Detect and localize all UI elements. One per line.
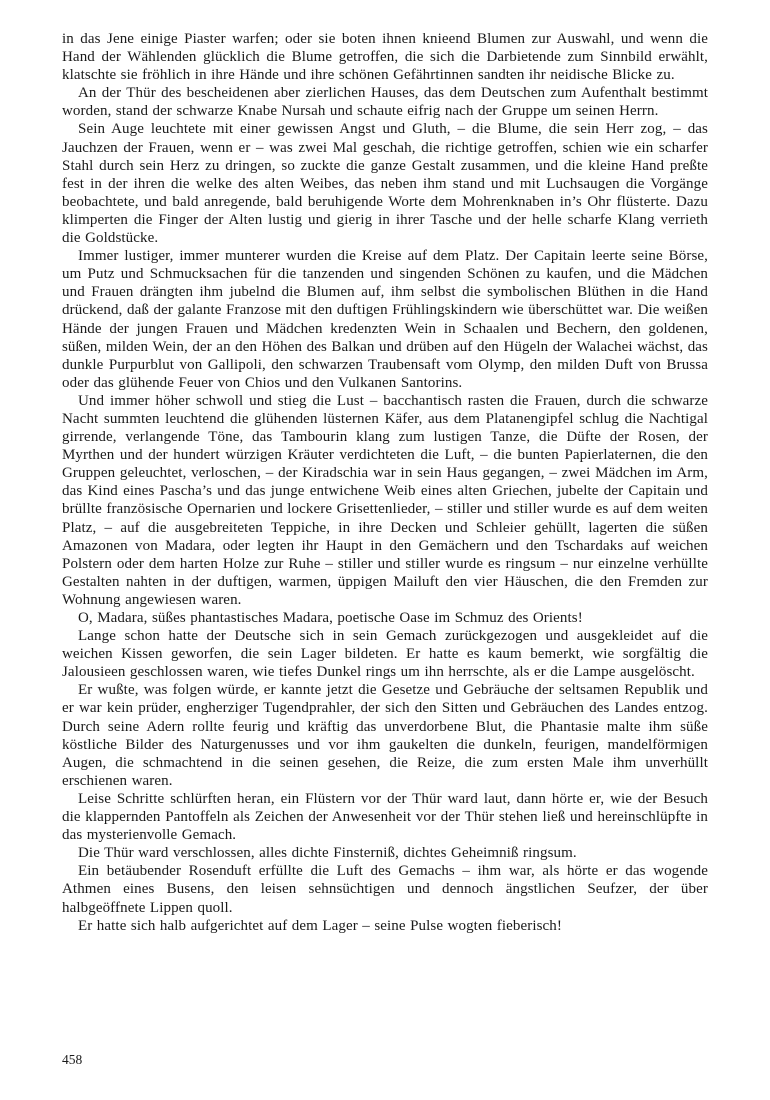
paragraph: Ein betäubender Rosenduft erfüllte die Luft des Gemachs – ihm war, als hörte er das wogende Athmen eines Busens, den leisen sehnsüchtigen und dennoch ängstlichen Seufzer, der über halbgeöffnete Lippen quoll.	[62, 863, 708, 916]
paragraph: Er wußte, was folgen würde, er kannte jetzt die Gesetze und Gebräuche der seltsamen Republik und er war kein prüder, engherziger Tugendprahler, der sich den Sitten und Gebräuchen des Landes entzog. Durch seine Adern rollte feurig und kräftig das unverdorbene Blut, die Phantasie malte ihm süße köstliche Bilder des Naturgenusses und vor ihm gaukelten die dunkeln, feurigen, mandelförmigen Augen, die schmachtend in die seinen gesehen, die Reize, die zum ersten Male ihm unverhüllt erschienen waren.	[62, 682, 708, 789]
paragraph: Er hatte sich halb aufgerichtet auf dem Lager – seine Pulse wogten fieberisch!	[78, 917, 562, 934]
page-number: 458	[62, 1052, 83, 1067]
paragraph: Leise Schritte schlürften heran, ein Flüstern vor der Thür ward laut, dann hörte er, wie der Besuch die klappernden Pantoffeln als Zeichen der Anwesenheit vor der Thür stehen ließ und hereinschlüpfte in das mysterienvolle Gemach.	[62, 790, 708, 844]
paragraph: Lange schon hatte der Deutsche sich in sein Gemach zurückgezogen und ausgekleidet auf die weichen Kissen geworfen, die sein Lager bildeten. Er hatte es kaum bemerkt, wie sorgfältig die Jalousieen geschlossen waren, wie tiefes Dunkel rings um ihn herrschte, als er die Lampe ausgelöscht.	[62, 628, 708, 681]
paragraph: Und immer höher schwoll und stieg die Lust – bacchantisch rasten die Frauen, durch die schwarze Nacht summten leuchtend die glühenden lüsternen Käfer, aus dem Platanengipfel schlug die Nachtigal girrende, verlangende Töne, das Tambourin klang zum lustigen Tanze, die Düfte der Rosen, der Myrthen und der hundert würzigen Kräuter verdichteten die Luft, – die bunten Papierlaternen, die den Gruppen geleuchtet, verloschen, – der Kiradschia war in sein Haus gegangen, – zwei Mädchen im Arm, das Kind eines Pascha’s und das junge entwichene Weib eines alten Griechen, jubelte der Capitain und brüllte französische Opernarien und lockere Grisettenlieder, – stiller und stiller wurde es auf dem weiten Platz, – auf die ausgebreiteten Teppiche, in ihre Decken und Schleier gehüllt, lagerten die süßen Amazonen von Madara, oder legten ihr Haupt in den Gemächern und den Tschardaks auf weichen Polstern oder dem harten Holze zur Ruhe – stiller und stiller wurde es ringsum – nur einzelne verhüllte Gestalten nahten in der duftigen, warmen, üppigen Mailuft den vier Häuschen, die den Fremden zur Wohnung angewiesen waren.	[62, 392, 708, 608]
paragraph: An der Thür des bescheidenen aber zierlichen Hauses, das dem Deutschen zum Aufenthalt bestimmt worden, stand der schwarze Knabe Nursah und schaute eifrig nach der Gruppe um seinen Herrn.	[62, 85, 708, 120]
paragraph: in das Jene einige Piaster warfen; oder sie boten ihnen knieend Blumen zur Auswahl, und wenn die Hand der Wählenden glücklich die Blume getroffen, die sich die Darbietende zum Sinnbild erwählt, klatschte sie fröhlich in ihre Hände und ihre schönen Gefährtinnen sandten ihr neidische Blicke zu.	[62, 31, 708, 84]
paragraph: Immer lustiger, immer munterer wurden die Kreise auf dem Platz. Der Capitain leerte seine Börse, um Putz und Schmucksachen für die tanzenden und singenden Schönen zu kaufen, und die Mädchen und Frauen drängten ihm jubelnd die Blumen auf, ihm selbst die symbolischen Blüthen in die Hand drückend, daß der galante Franzose mit den duftigen Frühlingskindern wie überschüttet war. Die weißen Hände der jungen Frauen und Mädchen kredenzten Wein in Schaalen und Bechern, den goldenen, süßen, milden Wein, der an den Höhen des Balkan und drüben auf den Hügeln der Walachei wächst, das dunkle Purpurblut von Gallipoli, den schwarzen Traubensaft vom Olymp, den milden Duft von Brussa oder das glühende Feuer von Chios und den Vulkanen Santorins.	[62, 248, 708, 391]
paragraph: Die Thür ward verschlossen, alles dichte Finsterniß, dichtes Geheimniß ringsum.	[78, 845, 577, 862]
paragraph: Sein Auge leuchtete mit einer gewissen Angst und Gluth, – die Blume, die sein Herr zog, – das Jauchzen der Frauen, wenn er – was zwei Mal geschah, die richtige getroffen, schien wie ein scharfer Stahl durch sein Herz zu dringen, so zuckte die ganze Gestalt zusammen, und die kleine Hand preßte fest in der ihren die welke des alten Weibes, das neben ihm stand und mit Luchsaugen die Vorgänge beobachtete, und bald anregende, bald beruhigende Worte dem Mohrenknaben in’s Ohr flüsterte. Dazu klimperten die Finger der Alten lustig und gierig in ihrer Tasche und der helle scharfe Klang verrieth die Goldstücke.	[62, 121, 708, 247]
body-text	[62, 30, 708, 935]
paragraph: O, Madara, süßes phantastisches Madara, poetische Oase im Schmuz des Orients!	[78, 610, 583, 626]
